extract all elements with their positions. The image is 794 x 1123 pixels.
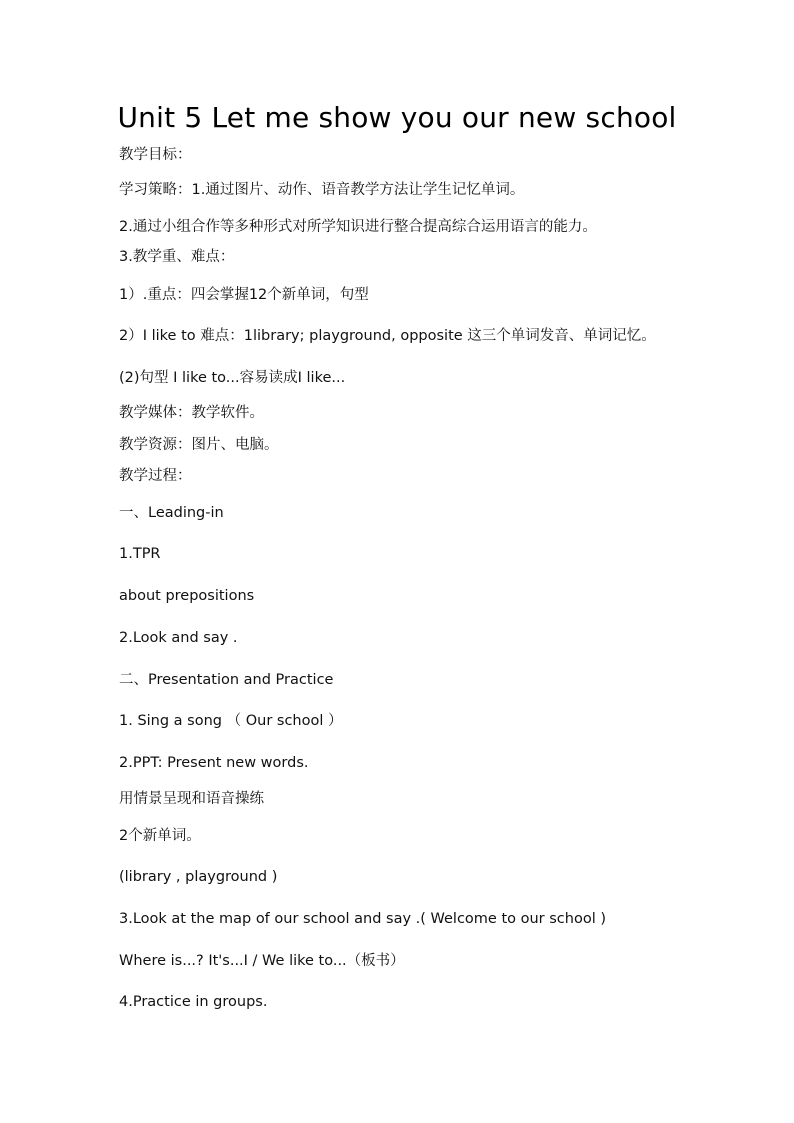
- where-is-line: Where is...? It's...I / We like to...（板书）: [119, 953, 405, 969]
- teaching-process-heading: 教学过程：: [119, 468, 192, 484]
- teaching-objectives-heading: 教学目标：: [119, 147, 192, 163]
- library-playground-line: (library , playground ): [119, 869, 278, 885]
- difficult-point-line: 2）I like to 难点：1library; playground, opposite 这三个单词发音、单词记忆。: [119, 328, 656, 344]
- map-line: 3.Look at the map of our school and say .( Welcome to our school ): [119, 911, 607, 927]
- practice-in-groups-line: 4.Practice in groups.: [119, 994, 268, 1010]
- key-difficult-points-heading: 3.教学重、难点：: [119, 249, 235, 265]
- presentation-practice-heading: 二、Presentation and Practice: [119, 672, 334, 688]
- leading-in-heading: 一、Leading-in: [119, 505, 224, 521]
- group-cooperation-line: 2.通过小组合作等多种形式对所学知识进行整合提高综合运用语言的能力。: [119, 219, 597, 235]
- look-and-say-line: 2.Look and say .: [119, 630, 238, 646]
- tpr-line: 1.TPR: [119, 546, 161, 562]
- present-new-words-line: 2.PPT: Present new words.: [119, 755, 309, 771]
- key-point-line: 1）.重点：四会掌握12个新单词，句型: [119, 287, 369, 303]
- document-title: Unit 5 Let me show you our new school: [117, 101, 677, 134]
- prepositions-line: about prepositions: [119, 588, 255, 604]
- situation-presentation-line: 用情景呈现和语音操练: [119, 791, 264, 807]
- sentence-pattern-line: (2)句型 I like to...容易读成I like...: [119, 370, 346, 386]
- learning-strategy-line: 学习策略：1.通过图片、动作、语音教学方法让学生记忆单词。: [119, 182, 525, 198]
- sing-a-song-line: 1. Sing a song （ Our school ）: [119, 713, 343, 729]
- teaching-resources-line: 教学资源：图片、电脑。: [119, 437, 279, 453]
- teaching-media-line: 教学媒体：教学软件。: [119, 405, 264, 421]
- new-words-count-line: 2个新单词。: [119, 828, 201, 844]
